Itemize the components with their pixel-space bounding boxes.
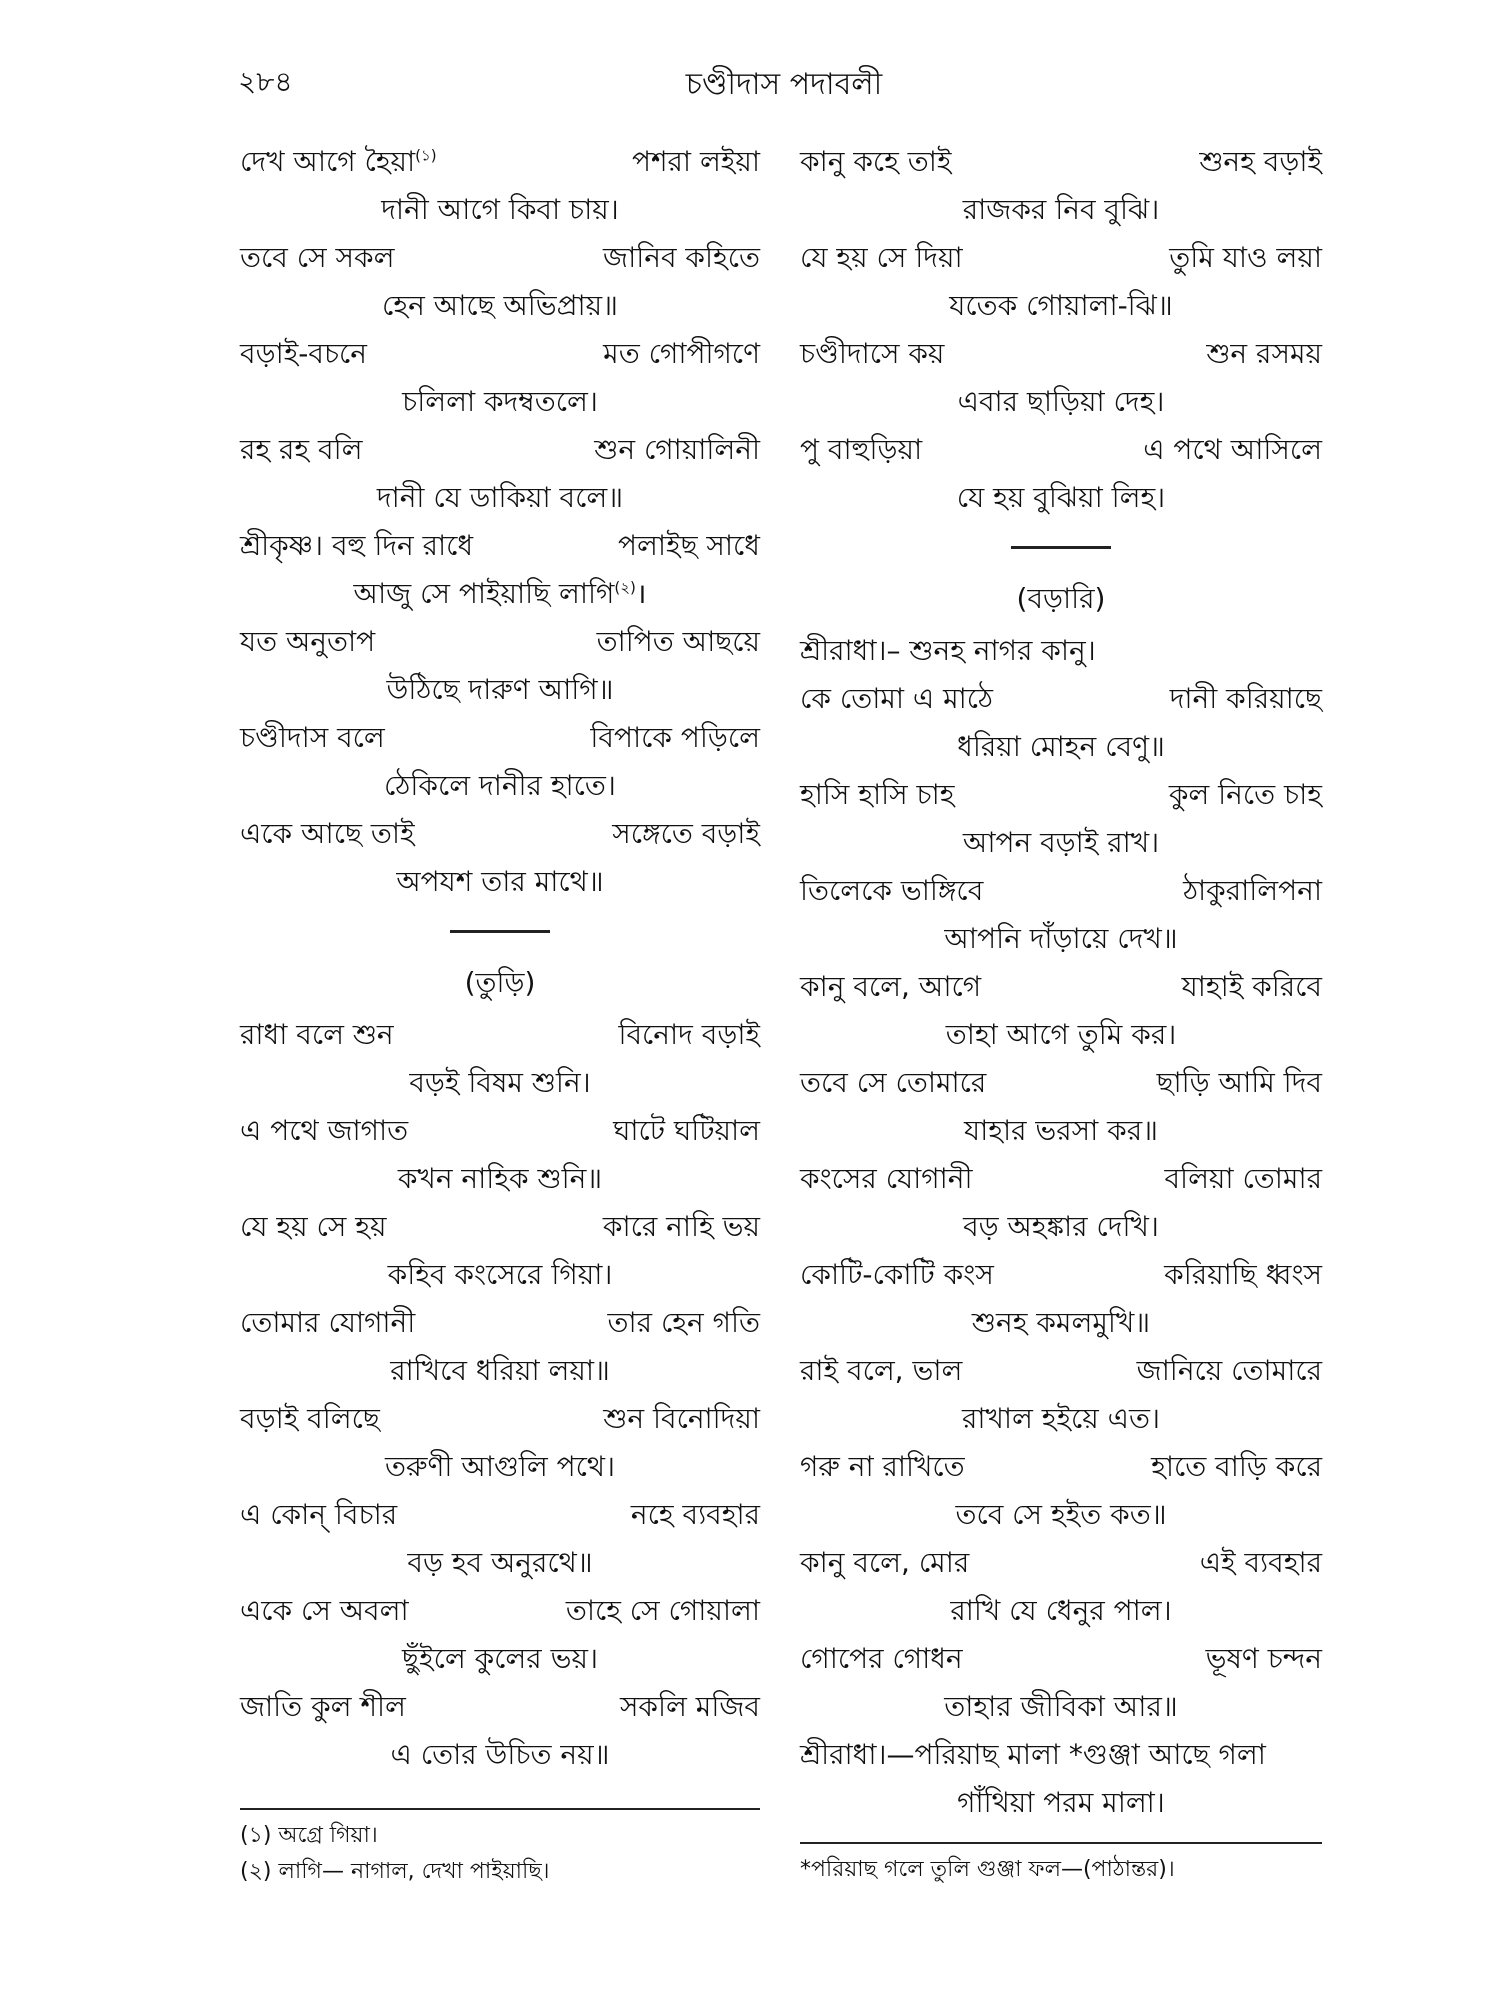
verse-line — [240, 1347, 760, 1395]
verse-left-half — [240, 1587, 409, 1635]
verse-line — [240, 666, 760, 714]
right-verse-block-2 — [800, 627, 1322, 1827]
verse-line — [240, 1299, 760, 1347]
verse-text: এ পথে জাগাত — [240, 1114, 409, 1147]
verse-line — [800, 915, 1322, 963]
verse-right-half: বলিয়া তোমার — [1164, 1162, 1322, 1195]
verse-line — [800, 1539, 1322, 1587]
verse-right-half: সকলি মজিব — [619, 1690, 760, 1723]
verse-line — [800, 1203, 1322, 1251]
verse-right-half: মত গোপীগণে — [603, 337, 760, 370]
verse-left-half — [800, 1347, 962, 1395]
verse-line — [240, 618, 760, 666]
verse-text: কে তোমা এ মাঠে — [800, 682, 993, 715]
verse-right-half: পশরা লইয়া — [631, 145, 760, 178]
verse-line — [240, 186, 760, 234]
verse-left-half — [240, 330, 367, 378]
verse-left-half — [800, 627, 1096, 675]
verse-line — [240, 1059, 760, 1107]
verse-right-half: বিপাকে পড়িলে — [590, 721, 760, 754]
verse-line — [800, 1155, 1322, 1203]
verse-line — [800, 675, 1322, 723]
verse-left-half — [240, 618, 375, 666]
section-divider — [450, 930, 550, 933]
refrain-text: চলিলা কদম্বতলে। — [402, 385, 598, 418]
verse-line — [240, 330, 760, 378]
verse-left-half — [800, 963, 981, 1011]
verse-text: একে আছে তাই — [240, 817, 415, 850]
verse-right-half: করিয়াছি ধ্বংস — [1164, 1258, 1322, 1291]
verse-left-half — [800, 1635, 963, 1683]
refrain-text: রাজকর নিব বুঝি। — [962, 193, 1160, 226]
verse-line — [800, 426, 1322, 474]
verse-text: যে হয় সে দিয়া — [800, 241, 963, 274]
verse-line — [240, 378, 760, 426]
verse-left-half — [800, 1059, 986, 1107]
refrain-text: দানী আগে কিবা চায়। — [381, 193, 619, 226]
verse-line — [800, 1059, 1322, 1107]
verse-line — [240, 1491, 760, 1539]
section-divider — [1011, 546, 1111, 549]
verse-line — [240, 1107, 760, 1155]
verse-left-half — [800, 771, 954, 819]
verse-line — [800, 378, 1322, 426]
verse-line — [800, 1011, 1322, 1059]
verse-right-half: পলাইছ সাধে — [618, 529, 760, 562]
verse-line — [800, 1491, 1322, 1539]
refrain-text: বড় হব অনুরথে॥ — [407, 1546, 593, 1579]
verse-right-half: হাতে বাড়ি করে — [1151, 1450, 1322, 1483]
verse-left-half — [240, 1395, 380, 1443]
verse-left-half — [800, 1731, 1266, 1779]
verse-text: পু বাহুড়িয়া — [800, 433, 923, 466]
verse-line — [800, 627, 1322, 675]
verse-left-half — [240, 1107, 408, 1155]
verse-right-half: তার হেন গতি — [607, 1306, 760, 1339]
verse-line — [240, 1443, 760, 1491]
verse-text: তিলেকে ভাঙ্গিবে — [800, 874, 984, 907]
refrain-text: বড়ই বিষম শুনি। — [409, 1066, 591, 1099]
verse-left-half — [240, 1203, 386, 1251]
verse-line — [800, 1683, 1322, 1731]
verse-line — [800, 1347, 1322, 1395]
verse-line — [240, 1587, 760, 1635]
verse-line — [800, 330, 1322, 378]
refrain-text: বড় অহঙ্কার দেখি। — [963, 1210, 1159, 1243]
refrain-text: ছুঁইলে কুলের ভয়। — [402, 1642, 598, 1675]
verse-text: যত অনুতাপ — [240, 625, 376, 658]
verse-line — [800, 1443, 1322, 1491]
refrain-text: কখন নাহিক শুনি॥ — [397, 1162, 603, 1195]
refrain-text-end: । — [635, 577, 647, 610]
footnote: (১) অগ্রে গিয়া। — [240, 1823, 378, 1848]
verse-line — [240, 1011, 760, 1059]
verse-text: রাধা বলে শুন — [240, 1018, 394, 1051]
verse-line — [800, 234, 1322, 282]
verse-left-half — [800, 330, 944, 378]
refrain-text: আজু সে পাইয়াছি লাগি — [353, 577, 615, 610]
verse-right-half: শুন গোয়ালিনী — [594, 433, 760, 466]
verse-left-half — [800, 1155, 973, 1203]
verse-text: তবে সে সকল — [240, 241, 395, 274]
refrain-text: ঠেকিলে দানীর হাতে। — [384, 769, 616, 802]
verse-line — [240, 1683, 760, 1731]
verse-line — [240, 810, 760, 858]
page-number: ২৮৪ — [238, 65, 293, 98]
right-verse-block-1 — [800, 138, 1322, 522]
verse-line — [240, 762, 760, 810]
footnote: *পরিয়াছ গলে তুলি গুঞ্জা ফল—(পাঠান্তর)। — [800, 1857, 1175, 1882]
refrain-text: কহিব কংসেরে গিয়া। — [387, 1258, 613, 1291]
verse-right-half: তাহে সে গোয়ালা — [565, 1594, 760, 1627]
verse-line — [240, 570, 760, 618]
verse-line — [800, 1395, 1322, 1443]
raga-heading: (তুড়ি) — [464, 966, 536, 999]
footnote-marker: (১) — [415, 146, 437, 165]
verse-line — [240, 1155, 760, 1203]
verse-line — [800, 282, 1322, 330]
verse-text: গোপের গোধন — [800, 1642, 963, 1675]
refrain-text: তরুণী আগুলি পথে। — [384, 1450, 615, 1483]
refrain-text: আপন বড়াই রাখ। — [962, 826, 1160, 859]
refrain-text: শুনহ কমলমুখি॥ — [971, 1306, 1151, 1339]
verse-line — [800, 474, 1322, 522]
verse-right-half: জানিব কহিতে — [603, 241, 760, 274]
verse-line — [240, 1395, 760, 1443]
verse-left-half — [800, 234, 963, 282]
refrain-text: রাখি যে ধেনুর পাল। — [950, 1594, 1172, 1627]
left-footnotes — [240, 1818, 550, 1890]
verse-line — [240, 282, 760, 330]
verse-line — [240, 1251, 760, 1299]
verse-right-half: শুন রসময় — [1206, 337, 1322, 370]
footnote-rule — [800, 1842, 1322, 1844]
verse-line — [800, 867, 1322, 915]
raga-heading: (বড়ারি) — [1016, 582, 1106, 615]
verse-line — [240, 522, 760, 570]
verse-left-half — [800, 138, 951, 186]
page-header — [238, 60, 1330, 110]
verse-line — [800, 1251, 1322, 1299]
refrain-text: উঠিছে দারুণ আগি॥ — [386, 673, 614, 706]
verse-left-half — [240, 714, 385, 762]
verse-right-half: তাপিত আছয়ে — [596, 625, 760, 658]
verse-left-half — [240, 1011, 394, 1059]
verse-line — [240, 234, 760, 282]
refrain-text: ধরিয়া মোহন বেণু॥ — [957, 730, 1165, 763]
verse-line — [240, 1203, 760, 1251]
verse-text: বড়াই-বচনে — [240, 337, 368, 370]
footnote-rule — [240, 1808, 760, 1810]
verse-left-half — [800, 675, 993, 723]
refrain-text: যাহার ভরসা কর॥ — [964, 1114, 1158, 1147]
verse-left-half — [800, 867, 983, 915]
verse-left-half — [240, 810, 415, 858]
verse-left-half — [240, 426, 362, 474]
verse-text: তবে সে তোমারে — [800, 1066, 987, 1099]
verse-line — [800, 186, 1322, 234]
verse-right-half: ঠাকুরালিপনা — [1183, 874, 1322, 907]
verse-right-half: দানী করিয়াছে — [1169, 682, 1322, 715]
verse-line — [800, 819, 1322, 867]
verse-line — [800, 1635, 1322, 1683]
verse-right-half: কুল নিতে চাহ — [1168, 778, 1322, 811]
verse-right-half: নহে ব্যবহার — [630, 1498, 760, 1531]
verse-line — [800, 1107, 1322, 1155]
verse-line — [800, 138, 1322, 186]
left-verse-block-2 — [240, 1011, 760, 1779]
verse-text: বড়াই বলিছে — [240, 1402, 380, 1435]
verse-line — [800, 963, 1322, 1011]
verse-left-half — [240, 522, 473, 570]
refrain-text: আপনি দাঁড়ায়ে দেখ॥ — [944, 922, 1178, 955]
verse-line — [240, 426, 760, 474]
verse-line — [800, 723, 1322, 771]
verse-right-half: যাহাই করিবে — [1181, 970, 1322, 1003]
right-column — [800, 138, 1322, 1827]
refrain-text: যে হয় বুঝিয়া লিহ। — [956, 481, 1166, 514]
verse-right-half: ভূষণ চন্দন — [1205, 1642, 1322, 1675]
verse-left-half — [800, 1539, 969, 1587]
verse-left-half — [800, 1443, 965, 1491]
verse-text: কানু কহে তাই — [800, 145, 952, 178]
refrain-text: এবার ছাড়িয়া দেহ। — [957, 385, 1165, 418]
verse-text: কোটি-কোটি কংস — [800, 1258, 994, 1291]
refrain-text: হেন আছে অভিপ্রায়॥ — [382, 289, 618, 322]
verse-left-half — [800, 1251, 994, 1299]
verse-right-half: শুনহ বড়াই — [1199, 145, 1322, 178]
refrain-text: দানী যে ডাকিয়া বলে॥ — [376, 481, 624, 514]
verse-text: কানু বলে, আগে — [800, 970, 982, 1003]
verse-line — [240, 714, 760, 762]
refrain-text: রাখাল হইয়ে এত। — [961, 1402, 1161, 1435]
running-title: চণ্ডীদাস পদাবলী — [685, 67, 883, 102]
refrain-text: যতেক গোয়ালা-ঝি॥ — [949, 289, 1173, 322]
verse-line — [240, 1635, 760, 1683]
refrain-text: অপযশ তার মাথে॥ — [396, 865, 604, 898]
verse-text: যে হয় সে হয় — [240, 1210, 387, 1243]
verse-left-half — [240, 234, 394, 282]
left-verse-block-1 — [240, 138, 760, 906]
right-footnotes — [800, 1852, 1175, 1888]
verse-line — [800, 1587, 1322, 1635]
verse-right-half: ছাড়ি আমি দিব — [1156, 1066, 1322, 1099]
verse-line — [800, 1731, 1322, 1779]
verse-text: এ কোন্ বিচার — [240, 1498, 398, 1531]
verse-left-half — [240, 1299, 415, 1347]
verse-left-half — [800, 426, 922, 474]
verse-text: রহ রহ বলি — [240, 433, 363, 466]
refrain-text: গাঁথিয়া পরম মালা। — [957, 1786, 1165, 1819]
refrain-text: তাহা আগে তুমি কর। — [945, 1018, 1177, 1051]
verse-left-half — [240, 138, 437, 186]
verse-text: জাতি কুল শীল — [240, 1690, 406, 1723]
verse-line — [240, 138, 760, 186]
verse-text: রাই বলে, ভাল — [800, 1354, 963, 1387]
verse-text: চণ্ডীদাসে কয় — [800, 337, 945, 370]
verse-text: শ্রীকৃষ্ণ। বহু দিন রাধে — [240, 529, 474, 562]
verse-right-half: ঘাটে ঘটিয়াল — [613, 1114, 760, 1147]
verse-line — [800, 771, 1322, 819]
verse-right-half: এই ব্যবহার — [1199, 1546, 1322, 1579]
footnote: (২) লাগি— নাগাল, দেখা পাইয়াছি। — [240, 1859, 550, 1884]
verse-text: কানু বলে, মোর — [800, 1546, 970, 1579]
verse-right-half: তুমি যাও লয়া — [1169, 241, 1322, 274]
left-column — [240, 138, 760, 1779]
verse-right-half: কারে নাহি ভয় — [602, 1210, 760, 1243]
verse-right-half: বিনোদ বড়াই — [618, 1018, 760, 1051]
verse-line — [240, 474, 760, 522]
verse-line — [240, 858, 760, 906]
verse-line — [240, 1731, 760, 1779]
refrain-text: এ তোর উচিত নয়॥ — [390, 1738, 610, 1771]
verse-text: শ্রীরাধা।– শুনহ নাগর কানু। — [800, 634, 1096, 667]
verse-right-half: এ পথে আসিলে — [1143, 433, 1322, 466]
verse-right-half: জানিয়ে তোমারে — [1136, 1354, 1322, 1387]
refrain-text: রাখিবে ধরিয়া লয়া॥ — [390, 1354, 610, 1387]
verse-line — [240, 1539, 760, 1587]
verse-line — [800, 1779, 1322, 1827]
refrain-text: তাহার জীবিকা আর॥ — [944, 1690, 1178, 1723]
verse-right-half: শুন বিনোদিয়া — [603, 1402, 760, 1435]
verse-text: তোমার যোগানী — [240, 1306, 416, 1339]
verse-line — [800, 1299, 1322, 1347]
verse-left-half — [240, 1491, 397, 1539]
footnote-marker: (২) — [614, 578, 636, 597]
verse-text: একে সে অবলা — [240, 1594, 409, 1627]
verse-right-half: সঙ্গেতে বড়াই — [612, 817, 760, 850]
verse-text: কংসের যোগানী — [800, 1162, 973, 1195]
refrain-text: তবে সে হইত কত॥ — [955, 1498, 1167, 1531]
verse-left-half — [240, 1683, 406, 1731]
verse-text: গরু না রাখিতে — [800, 1450, 965, 1483]
verse-text: চণ্ডীদাস বলে — [240, 721, 385, 754]
verse-text: হাসি হাসি চাহ — [800, 778, 955, 811]
verse-text: শ্রীরাধা।—পরিয়াছ মালা *গুঞ্জা আছে গলা — [800, 1738, 1266, 1771]
verse-text: দেখ আগে হৈয়া — [240, 145, 416, 178]
